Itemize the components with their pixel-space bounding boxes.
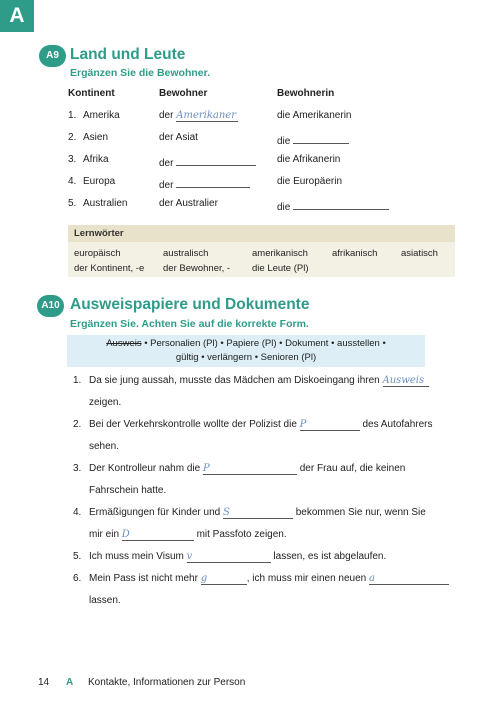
item-number: 2. <box>73 419 82 430</box>
item-text: mir ein <box>89 529 120 540</box>
item-text: bekommen Sie nur, wenn Sie <box>295 507 426 518</box>
answer-field[interactable]: Amerikaner <box>176 110 238 122</box>
item-line <box>89 419 433 431</box>
page-number: 14 <box>38 677 50 688</box>
item-number: 5. <box>73 551 82 562</box>
item-text: sehen. <box>89 441 120 452</box>
bewohner-cell: der Australier <box>159 198 218 209</box>
exercise-badge-a9: A9 <box>39 45 66 67</box>
item-text: Fahrschein hatte. <box>89 485 167 496</box>
continent-cell: Australien <box>83 198 128 209</box>
item-text: Der Kontrolleur nahm die <box>89 463 201 474</box>
bewohner-prefix: der <box>159 110 174 121</box>
item-text: des Autofahrers <box>362 419 433 430</box>
lernwort: europäisch <box>74 248 121 259</box>
row-number: 2. <box>68 132 77 143</box>
row-number: 4. <box>68 176 77 187</box>
lernwoerter-title: Lernwörter <box>74 228 124 239</box>
continent-cell: Afrika <box>83 154 109 165</box>
continent-cell: Amerika <box>83 110 120 121</box>
item-text: zeigen. <box>89 397 122 408</box>
row-number: 1. <box>68 110 77 121</box>
chapter-tab: A <box>0 0 34 32</box>
bewohner-prefix: der <box>159 158 174 169</box>
lernwort: asiatisch <box>401 248 438 259</box>
answer-field[interactable] <box>176 154 256 166</box>
word-box-line-2: gültig • verlängern • Senioren (Pl) <box>175 352 317 363</box>
continent-cell: Asien <box>83 132 109 143</box>
bewohnerin-cell: die Afrikanerin <box>277 154 341 165</box>
item-text: Ermäßigungen für Kinder und <box>89 507 221 518</box>
bewohnerin-cell <box>277 132 349 147</box>
bewohner-cell <box>159 110 238 122</box>
continent-cell: Europa <box>83 176 116 187</box>
item-line <box>89 507 426 519</box>
row-number: 3. <box>68 154 77 165</box>
bewohner-cell: der Asiat <box>159 132 198 143</box>
item-text: Bei der Verkehrskontrolle wollte der Polizist die <box>89 419 297 430</box>
header-kontinent: Kontinent <box>68 88 115 99</box>
exercise-title-a10: Ausweispapiere und Dokumente <box>70 296 310 313</box>
word-box-line-1 <box>67 338 425 349</box>
answer-field[interactable] <box>293 132 349 144</box>
footer-chapter-title: Kontakte, Informationen zur Person <box>88 677 246 688</box>
answer-field[interactable] <box>293 198 389 210</box>
bewohner-cell <box>159 154 256 169</box>
bewohnerin-prefix: die <box>277 136 291 147</box>
answer-field[interactable]: v <box>187 551 271 563</box>
item-number: 6. <box>73 573 82 584</box>
word-box <box>67 335 425 367</box>
row-number: 5. <box>68 198 77 209</box>
answer-field[interactable]: P <box>203 463 297 475</box>
item-text: lassen. <box>89 595 121 606</box>
answer-field[interactable] <box>176 176 250 188</box>
item-line <box>89 529 287 541</box>
exercise-instruction-a9: Ergänzen Sie die Bewohner. <box>70 67 211 79</box>
exercise-badge-a10: A10 <box>37 295 64 317</box>
bewohner-cell <box>159 176 250 191</box>
item-line <box>89 463 405 475</box>
answer-field[interactable]: Ausweis <box>383 375 429 387</box>
item-text: , ich muss mir einen neuen <box>246 573 367 584</box>
item-text: Da sie jung aussah, musste das Mädchen am Diskoeingang ihren <box>89 375 380 386</box>
item-text: Ich muss mein Visum <box>89 551 184 562</box>
item-line <box>89 573 449 585</box>
word-list: • Personalien (Pl) • Papiere (Pl) • Dokument • ausstellen • <box>141 338 386 349</box>
lernwort: australisch <box>163 248 209 259</box>
item-text: Mein Pass ist nicht mehr <box>89 573 198 584</box>
answer-field[interactable]: g <box>201 573 247 585</box>
item-number: 1. <box>73 375 82 386</box>
bewohner-prefix: der <box>159 180 174 191</box>
answer-field[interactable]: P <box>300 419 360 431</box>
bewohnerin-cell: die Europäerin <box>277 176 343 187</box>
item-number: 3. <box>73 463 82 474</box>
bewohnerin-cell: die Amerikanerin <box>277 110 352 121</box>
header-bewohnerin: Bewohnerin <box>277 88 335 99</box>
answer-field[interactable]: a <box>369 573 449 585</box>
item-text: lassen, es ist abgelaufen. <box>273 551 387 562</box>
lernwort: afrikanisch <box>332 248 378 259</box>
lernwort: der Kontinent, -e <box>74 263 145 274</box>
bewohnerin-prefix: die <box>277 202 291 213</box>
lernwort: der Bewohner, - <box>163 263 231 274</box>
header-bewohner: Bewohner <box>159 88 208 99</box>
lernwoerter-box <box>68 225 455 277</box>
answer-field[interactable]: S <box>223 507 293 519</box>
exercise-title-a9: Land und Leute <box>70 46 186 63</box>
footer-chapter-letter: A <box>66 677 74 688</box>
item-text: der Frau auf, die keinen <box>299 463 406 474</box>
item-line <box>89 375 429 387</box>
lernwoerter-header <box>68 225 455 242</box>
item-text: mit Passfoto zeigen. <box>196 529 287 540</box>
word-used: Ausweis <box>106 338 142 349</box>
item-line <box>89 551 386 563</box>
item-number: 4. <box>73 507 82 518</box>
answer-field[interactable]: D <box>122 529 194 541</box>
bewohnerin-cell <box>277 198 389 213</box>
lernwort: die Leute (Pl) <box>252 263 309 274</box>
exercise-instruction-a10: Ergänzen Sie. Achten Sie auf die korrekte Form. <box>70 318 309 330</box>
lernwort: amerikanisch <box>252 248 308 259</box>
